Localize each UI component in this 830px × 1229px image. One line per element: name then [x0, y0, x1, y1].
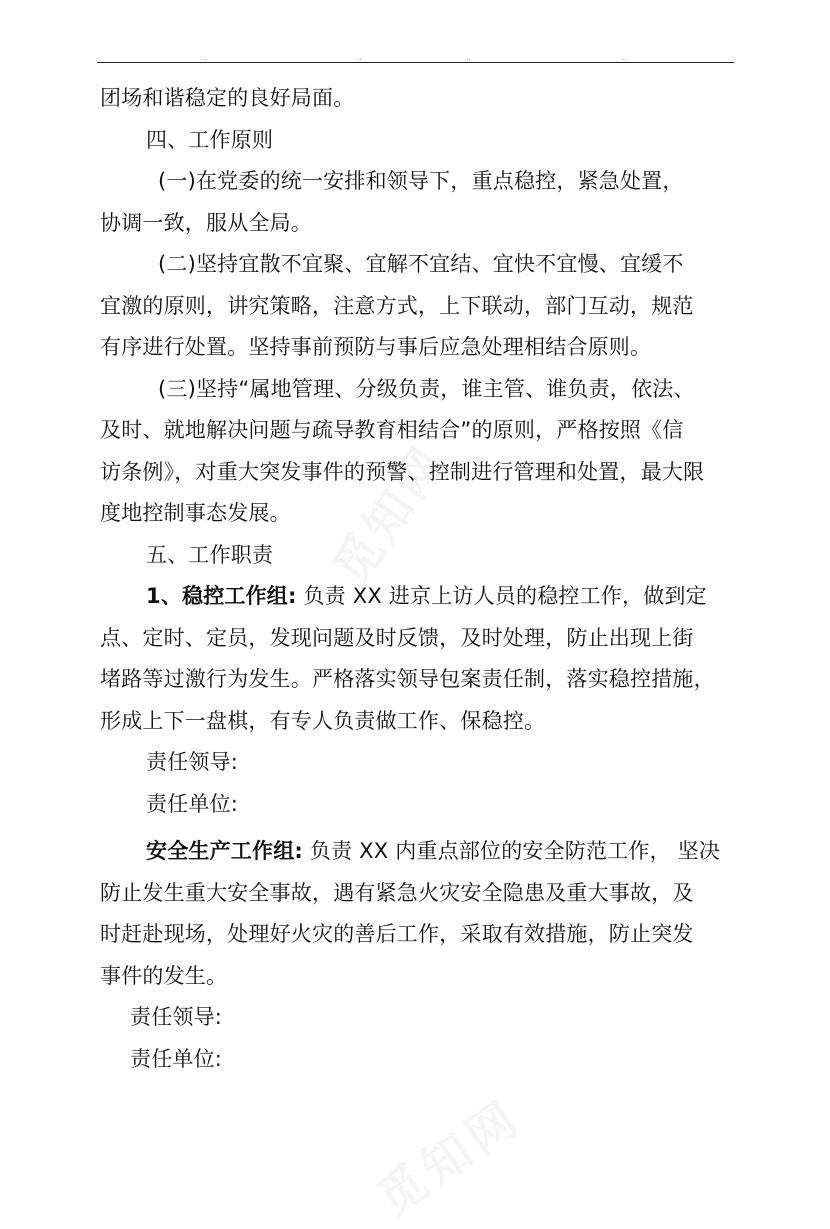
paragraph-line: 访条例》，对重大突发事件的预警、控制进行管理和处置，最大限 — [100, 459, 705, 484]
paragraph-line: (一)在党委的统一安排和领导下，重点稳控，紧急处置， — [158, 169, 684, 193]
paragraph-line: 堵路等过激行为发生。严格落实领导包案责任制，落实稳控措施， — [100, 667, 715, 691]
paragraph-line: (三)坚持“属地管理、分级负责，谁主管、谁负责，依法、 — [158, 376, 695, 401]
header-mark: .. — [203, 54, 208, 62]
paragraph-line: 协调一致，服从全局。 — [100, 210, 312, 235]
paragraph-line: 有序进行处置。坚持事前预防与事后应急处理相结合原则。 — [100, 335, 652, 359]
paragraph-line: 时赶赴现场，处理好火灾的善后工作，采取有效措施，防止突发 — [100, 922, 694, 946]
paragraph-line: (二)坚持宜散不宜聚、宜解不宜结、宜快不宜慢、宜缓不 — [158, 252, 684, 276]
section-heading: 五、工作职责 — [146, 542, 274, 567]
field-label: 责任领导: — [130, 1005, 223, 1029]
paragraph-line: 点、定时、定员，发现问题及时反馈，及时处理，防止出现上街 — [100, 625, 694, 650]
field-label: 责任单位: — [146, 791, 239, 816]
document-body — [100, 78, 740, 1080]
group-title: 安全生产工作组: — [146, 839, 303, 863]
paragraph-line — [100, 576, 740, 618]
paragraph-line: 事件的发生。 — [100, 963, 228, 988]
header-mark: .. — [357, 54, 362, 62]
group-description: 负责 XX 进京上访人员的稳控工作，做到定 — [296, 584, 707, 608]
group-title: 1、稳控工作组: — [146, 584, 297, 608]
watermark — [361, 1058, 559, 1222]
paragraph-line — [100, 831, 740, 873]
field-label: 责任单位: — [130, 1046, 223, 1071]
header-rule — [97, 62, 734, 63]
section-heading: 四、工作原则 — [146, 127, 274, 152]
paragraph-line: 团场和谐稳定的良好局面。 — [100, 86, 355, 110]
header-mark: .. — [466, 54, 471, 62]
paragraph-line: 宜激的原则，讲究策略，注意方式，上下联动，部门互动，规范 — [100, 293, 694, 318]
field-label: 责任领导: — [146, 750, 239, 774]
group-description: 负责 XX 内重点部位的安全防范工作， 坚决 — [303, 839, 721, 863]
paragraph-line: 度地控制事态发展。 — [100, 501, 291, 525]
paragraph-line: 及时、就地解决问题与疏导教育相结合”的原则，严格按照《信 — [100, 418, 684, 442]
paragraph-line: 形成上下一盘棋，有专人负责做工作、保稳控。 — [100, 708, 546, 733]
paragraph-line: 防止发生重大安全事故，遇有紧急火灾安全隐患及重大事故，及 — [100, 880, 694, 905]
header-mark: .. — [622, 54, 627, 62]
